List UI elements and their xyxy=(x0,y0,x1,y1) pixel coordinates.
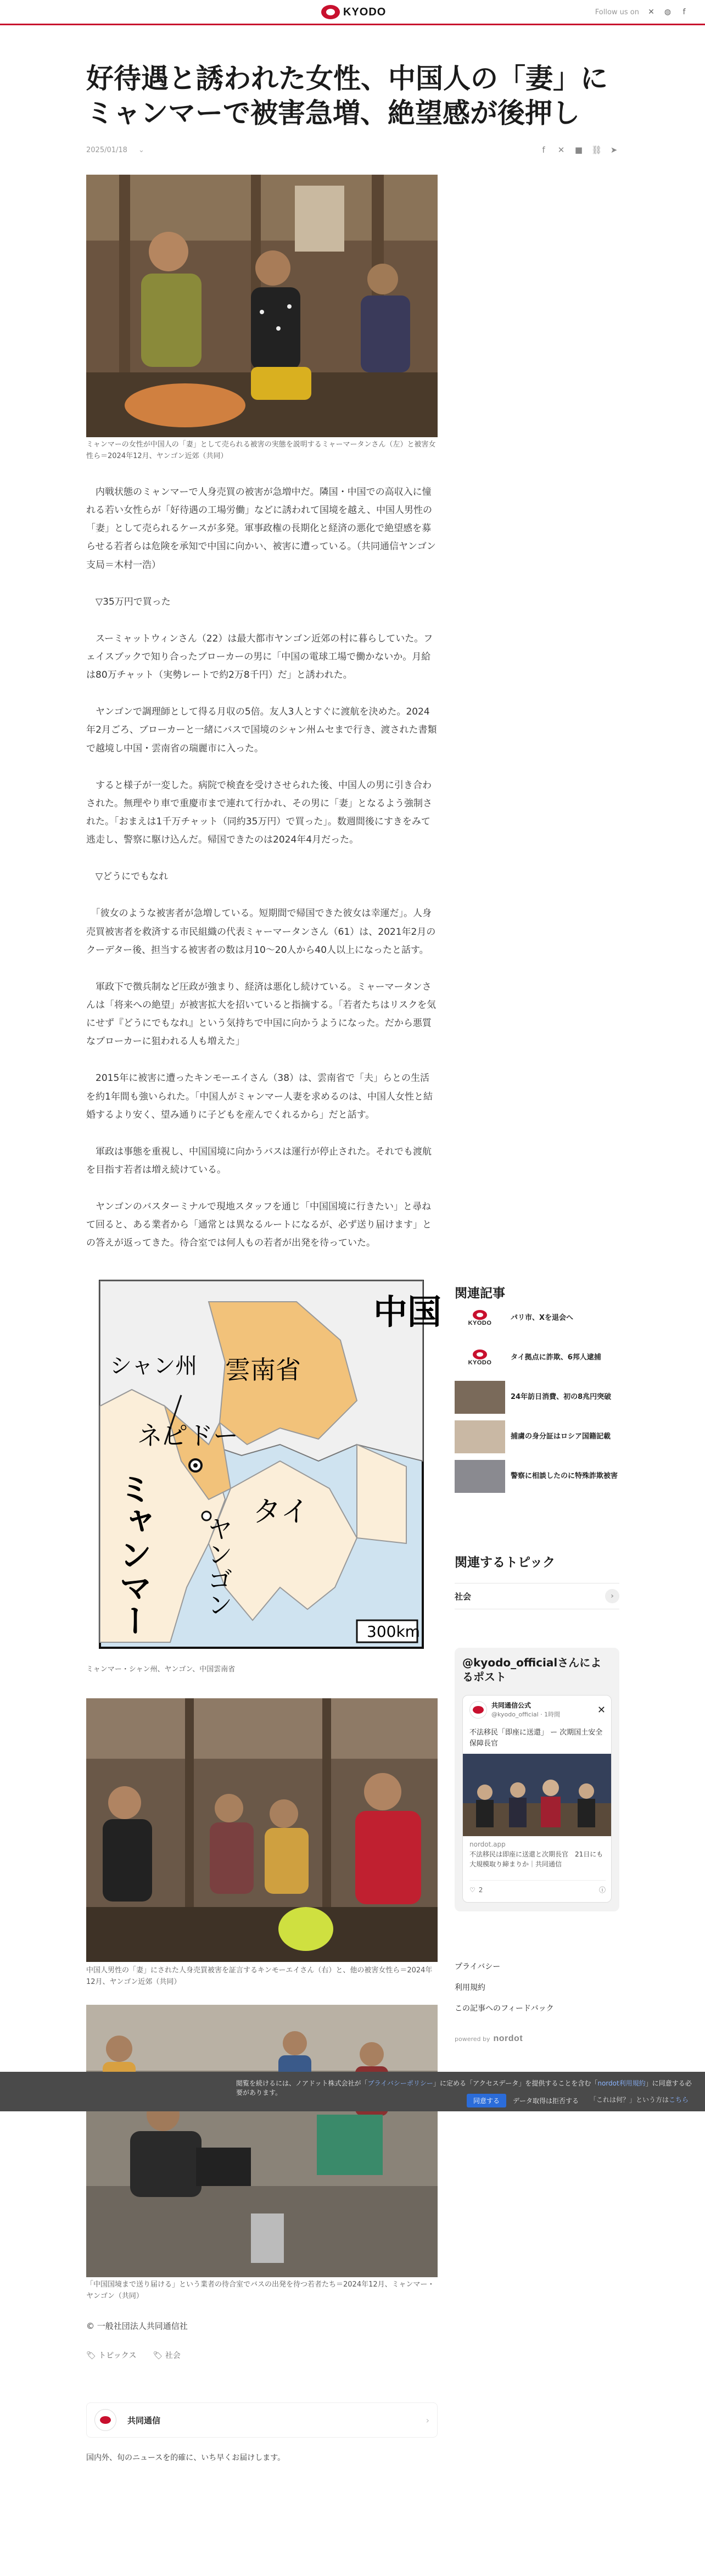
chevron-right-icon: › xyxy=(426,2415,429,2426)
send-icon[interactable]: ➤ xyxy=(610,145,618,155)
embedded-tweet[interactable] xyxy=(462,1695,612,1903)
article-tags xyxy=(86,2350,181,2361)
paragraph: 「彼女のような被害者が急増している。短期間で帰国できた彼女は幸運だ」。人身売買被害者を救済する市民組織の代表ミャーマータンさん（61）は、2021年2月のクーデター後、担当する被害者の数は月10〜20人から40人以上になったと話す。 xyxy=(86,908,436,956)
x-logo-icon[interactable]: ✕ xyxy=(597,1704,606,1716)
tweet-names xyxy=(491,1701,560,1719)
paragraph: 軍政は事態を重視し、中国国境に向かうバスは運行が停止された。それでも渡航を目指す若者は増え続けている。 xyxy=(86,1146,432,1175)
top-bar xyxy=(0,0,705,25)
kyodo-logo-icon xyxy=(473,1310,487,1320)
paragraph: すると様子が一変した。病院で検査を受けさせられた後、中国人の男に引き合わされた。無理やり車で重慶市まで連れて行かれ、その男に「妻」となるよう強制された。「おまえは1千万チャット（同約35万円）で買った」。数週間後にすきをみて逃走し、警察に駆け込んだ。帰国できたのは2024年4月だった。 xyxy=(86,779,433,846)
tag-topics[interactable]: 🏷 トピックス xyxy=(86,2351,137,2360)
related-item[interactable] xyxy=(455,1341,619,1374)
info-icon[interactable]: ⓘ xyxy=(598,1886,606,1894)
tweet-image[interactable] xyxy=(463,1754,611,1836)
chevron-down-icon[interactable]: ⌄ xyxy=(138,146,144,154)
related-thumb xyxy=(455,1420,505,1453)
tag-society[interactable]: 🏷 社会 xyxy=(153,2351,181,2360)
facebook-icon[interactable]: f xyxy=(682,8,686,16)
article-title xyxy=(86,62,608,130)
related-title: 捕虜の身分証はロシア国籍記載 xyxy=(511,1432,611,1441)
heart-icon[interactable]: ♡ xyxy=(469,1886,475,1894)
tweet-avatar xyxy=(469,1701,487,1719)
tweet-footer xyxy=(469,1880,606,1894)
x-icon[interactable]: ✕ xyxy=(648,8,654,16)
consent-text-part: 」に同意する必要があります。 xyxy=(236,2079,692,2097)
consent-buttons xyxy=(467,2094,579,2107)
facebook-share-icon[interactable]: f xyxy=(542,145,545,155)
thumb-logo-text: KYODO xyxy=(468,1320,492,1326)
paragraph: 内戦状態のミャンマーで人身売買の被害が急増中だ。隣国・中国での高収入に憧れる若い女性らが「好待遇の工場労働」などに誘われて国境を越え、中国人男性の「妻」として売られるケースが多発。軍事政権の長期化と経済の悪化で絶望感を募らせる若者らは危険を承知で中国に向かい、被害に遭っている。（共同通信ヤンゴン支局＝木村一浩） xyxy=(86,487,436,571)
tweet-link-text: 不法移民は即座に送還と次期長官 21日にも大規模取り締まりか｜共同通信 xyxy=(469,1850,603,1868)
consent-more-text: 「これは何？」という方は xyxy=(589,2096,669,2104)
map-label-china: 中国 xyxy=(373,1292,442,1332)
powered-by-label: powered by xyxy=(455,2035,490,2043)
link-copy-icon[interactable]: ⛓ xyxy=(591,145,602,155)
consent-text-part: 閲覧を続けるには、ノアドット株式会社が「 xyxy=(236,2079,368,2087)
feedback-link[interactable]: この記事へのフィードバック xyxy=(455,2004,554,2013)
topics-heading: 関連するトピック xyxy=(455,1555,556,1570)
title-line-1: 好待遇と誘われた女性、中国人の「妻」に xyxy=(86,63,608,94)
map-label-naypyidaw: ネピドー xyxy=(137,1421,238,1451)
article-photo-3 xyxy=(86,2005,438,2277)
photo-2-caption: 中国人男性の「妻」にされた人身売買被害を証言するキンモーエイさん（右）と、他の被害女性ら＝2024年12月、ヤンゴン近郊（共同） xyxy=(86,1966,433,1986)
nordot-terms-link[interactable]: nordot利用規約 xyxy=(597,2079,646,2087)
related-item[interactable] xyxy=(455,1420,619,1453)
related-thumb xyxy=(455,1302,505,1335)
privacy-policy-link[interactable]: プライバシーポリシー xyxy=(367,2079,433,2087)
related-title: 24年訪日消費、初の8兆円突破 xyxy=(511,1393,612,1402)
related-title: パリ市、Xを退会へ xyxy=(511,1314,574,1323)
refuse-button[interactable]: データ取得は拒否する xyxy=(513,2097,579,2105)
related-item[interactable] xyxy=(455,1460,619,1493)
related-thumb xyxy=(455,1460,505,1493)
article-photo-1 xyxy=(86,175,438,437)
kyodo-logo-icon xyxy=(473,1706,484,1714)
author-card[interactable] xyxy=(86,2402,438,2438)
related-heading: 関連記事 xyxy=(455,1286,505,1301)
related-thumb xyxy=(455,1381,505,1414)
photo-1-caption: ミャンマーの女性が中国人の「妻」として売られる被害の実態を説明するミャーマータンさん（左）と被害女性ら＝2024年12月、ヤンゴン近郊（共同） xyxy=(86,441,436,460)
tag-label: 社会 xyxy=(165,2351,181,2360)
follow-label: Follow us on xyxy=(595,8,639,16)
x-post-card xyxy=(455,1648,619,1911)
author-name: 共同通信 xyxy=(127,2415,161,2426)
author-description: 国内外、旬のニュースを的確に、いち早くお届けします。 xyxy=(86,2454,286,2462)
tweet-link-domain: nordot.app xyxy=(469,1841,506,1848)
article-photo-2 xyxy=(86,1698,438,1962)
article-body xyxy=(86,483,438,1272)
powered-by[interactable] xyxy=(455,2034,523,2044)
related-item[interactable] xyxy=(455,1381,619,1414)
kyodo-logo-icon xyxy=(473,1350,487,1359)
x-share-icon[interactable]: ✕ xyxy=(557,145,565,155)
nordot-logo: nordot xyxy=(493,2034,523,2043)
map-label-shan: シャン州 xyxy=(110,1353,198,1379)
author-avatar xyxy=(94,2409,116,2431)
map-label-myanmar: ミャンマー xyxy=(114,1472,152,1637)
related-item[interactable] xyxy=(455,1302,619,1335)
related-title: タイ拠点に詐欺、6邦人逮捕 xyxy=(511,1353,601,1362)
tag-label: トピックス xyxy=(98,2351,137,2360)
tweet-header xyxy=(469,1701,606,1719)
title-line-2: ミャンマーで被害急増、絶望感が後押し xyxy=(86,97,580,129)
tweet-name: 共同通信公式 xyxy=(491,1702,531,1709)
kyodo-logo[interactable] xyxy=(321,5,386,19)
consent-more xyxy=(590,2095,689,2104)
privacy-link[interactable]: プライバシー xyxy=(455,1962,501,1971)
paragraph: ヤンゴンで調理師として得る月収の5倍。友人3人とすぐに渡航を決めた。2024年2月ごろ、ブローカーと一緒にバスで国境のシャン州ムセまで行き、渡された書類で越境し中国・雲南省の瑞麗市に入った。 xyxy=(86,706,437,754)
consent-text xyxy=(236,2078,692,2097)
tweet-handle: @kyodo_official · 1時間 xyxy=(491,1710,561,1718)
section-heading: ▽35万円で買った xyxy=(86,596,171,607)
map-caption: ミャンマー・シャン州、ヤンゴン、中国雲南省 xyxy=(86,1665,236,1674)
copyright: © 一般社団法人共同通信社 xyxy=(86,2321,188,2331)
related-title: 警察に相談したのに特殊詐欺被害 xyxy=(511,1472,618,1481)
consent-more-link[interactable]: こちら xyxy=(668,2096,689,2104)
kyodo-logo-icon xyxy=(321,5,340,19)
map-scale: 300km xyxy=(367,1622,420,1641)
topic-label: 社会 xyxy=(455,1591,472,1602)
terms-link[interactable]: 利用規約 xyxy=(455,1983,485,1992)
sidebar-links xyxy=(455,1961,619,2023)
thumb-logo-text: KYODO xyxy=(468,1359,492,1366)
agree-button[interactable]: 同意する xyxy=(467,2094,506,2107)
line-icon[interactable]: ◍ xyxy=(664,8,672,16)
tweet-text: 不法移民「即座に送還」 ー 次期国土安全保障長官 xyxy=(469,1729,603,1748)
tweet-link[interactable] xyxy=(469,1839,606,1869)
kyodo-logo-icon xyxy=(100,2416,111,2424)
section-heading: ▽どうにでもなれ xyxy=(86,871,169,883)
paragraph: ヤンゴンのバスターミナルで現地スタッフを通じ「中国国境に行きたい」と尋ねて回ると、ある業者から「通常とは異なるルートになるが、必ず送り届けます」との答えが返ってきた。待合室では何人もの若者が出発を待っていた。 xyxy=(86,1201,432,1249)
article-meta xyxy=(86,143,619,157)
like-count: 2 xyxy=(478,1886,483,1894)
topic-row[interactable] xyxy=(455,1583,619,1609)
paragraph: 2015年に被害に遭ったキンモーエイさん（38）は、雲南省で「夫」らとの生活を約1年間も強いられた。「中国人がミャンマー人妻を求めるのは、中国人女性と結婚するより安く、望み通りに子どもを産んでくれるから」だと話す。 xyxy=(86,1073,433,1120)
photo-3-caption: 「中国国境まで送り届ける」という業者の待合室でバスの出発を待つ若者たち＝2024年12月、ミャンマー・ヤンゴン（共同） xyxy=(86,2281,435,2300)
logo-text: KYODO xyxy=(343,5,387,18)
consent-text-part: 」に定める「アクセスデータ」を提供することを含む「 xyxy=(433,2079,598,2087)
chevron-right-icon: › xyxy=(605,1589,619,1603)
paragraph: 軍政下で徴兵制など圧政が強まり、経済は悪化し続けている。ミャーマータンさんは「将来への絶望」が被害拡大を招いていると指摘する。「若者たちはリスクを気にせず『どうにでもなれ』という気持ちで中国に向かうようになった。だから悪質なブローカーに狙われる人も増えた」 xyxy=(86,981,437,1047)
map-label-thai: タイ xyxy=(253,1496,309,1529)
map-label-yangon: ヤンゴン xyxy=(204,1516,233,1617)
related-thumb xyxy=(455,1341,505,1374)
consent-banner xyxy=(0,2072,705,2111)
post-heading: @kyodo_officialさんによるポスト xyxy=(462,1656,602,1683)
related-list xyxy=(455,1302,619,1499)
map-label-yunnan: 雲南省 xyxy=(225,1355,301,1385)
line-share-icon[interactable]: ■ xyxy=(574,145,583,155)
follow-us xyxy=(595,8,689,16)
article-date: 2025/01/18 xyxy=(86,146,127,154)
share-buttons xyxy=(539,145,619,155)
paragraph: スーミャットウィンさん（22）は最大都市ヤンゴン近郊の村に暮らしていた。フェイスブックで知り合ったブローカーの男に「中国の電球工場で働かないか。月給は80万チャット（実勢レートで約2万8千円）だ」と誘われた。 xyxy=(86,633,433,681)
map-image xyxy=(99,1280,442,1649)
